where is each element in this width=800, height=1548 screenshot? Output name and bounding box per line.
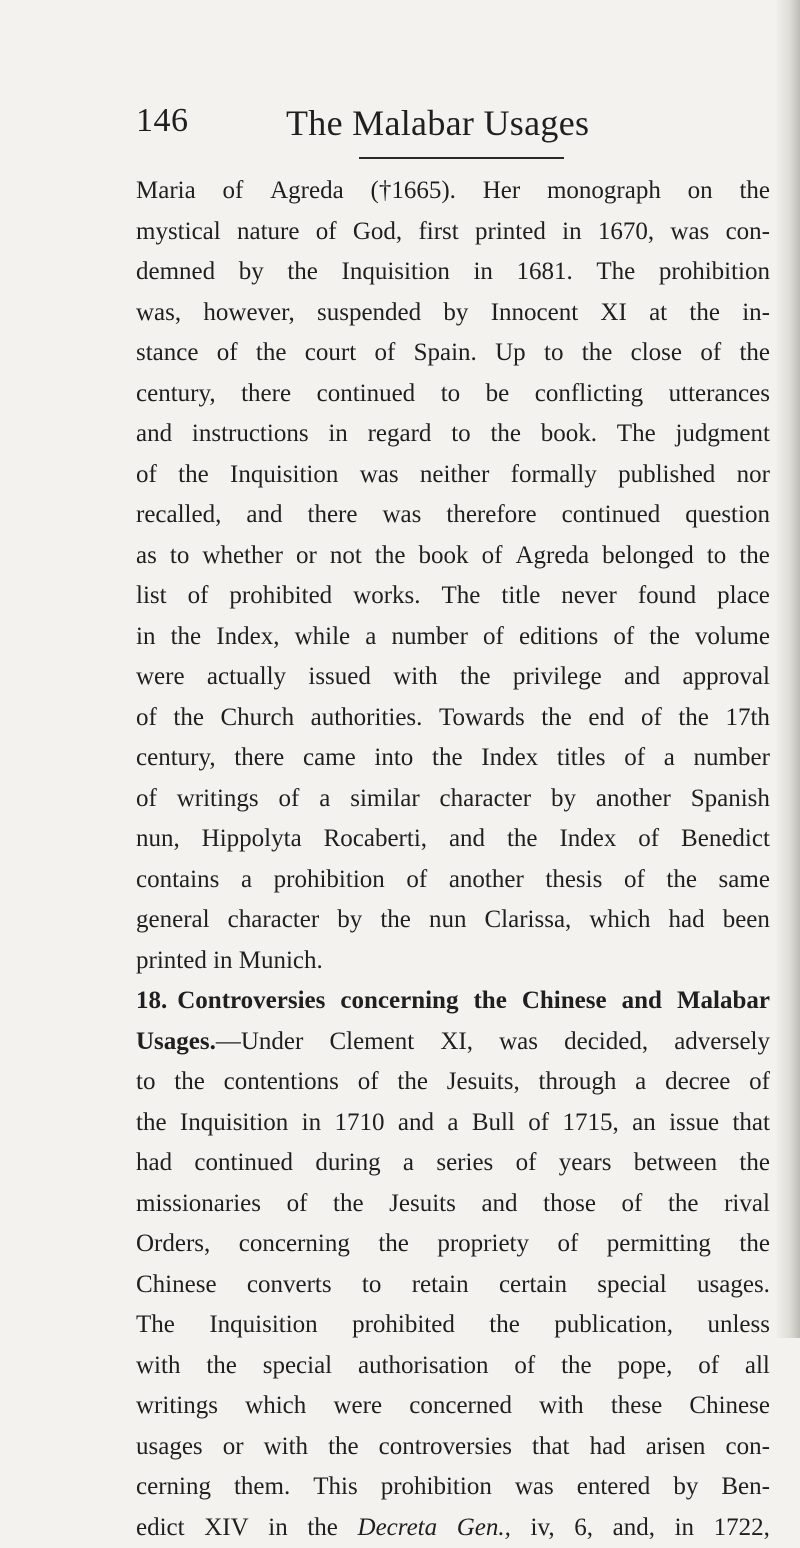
text-line: The Inquisition prohibited the publication, unless [136, 1305, 770, 1346]
text-line: to the contentions of the Jesuits, through a decree of [136, 1062, 770, 1103]
running-head [136, 102, 696, 146]
text-line: contains a prohibition of another thesis of the same [136, 860, 770, 901]
section-heading-line [136, 981, 770, 1022]
section-heading-continued: Usages.—Under Clement XI, was decided, adversely [136, 1022, 770, 1063]
text-line: century, there came into the Index titles of a number [136, 738, 770, 779]
text-line: Chinese converts to retain certain special usages. [136, 1265, 770, 1306]
text-line: were actually issued with the privilege and approval [136, 657, 770, 698]
text-line: Orders, concerning the propriety of permitting the [136, 1224, 770, 1265]
text-line: nun, Hippolyta Rocaberti, and the Index of Benedict [136, 819, 770, 860]
header-rule [359, 157, 564, 159]
text-line: in the Index, while a number of editions of the volume [136, 617, 770, 658]
running-title: The Malabar Usages [286, 102, 589, 144]
text-line: mystical nature of God, first printed in 1670, was con- [136, 212, 770, 253]
text-line: was, however, suspended by Innocent XI at the in- [136, 293, 770, 334]
page-number: 146 [136, 102, 189, 140]
text-line: recalled, and there was therefore continued question [136, 495, 770, 536]
text-line: missionaries of the Jesuits and those of the rival [136, 1184, 770, 1225]
text-line: printed in Munich. [136, 941, 770, 982]
text-line: writings which were concerned with these Chinese [136, 1386, 770, 1427]
text-line: had continued during a series of years between the [136, 1143, 770, 1184]
text-line: century, there continued to be conflicting utterances [136, 374, 770, 415]
text-line: and instructions in regard to the book. The judgment [136, 414, 770, 455]
text-line: usages or with the controversies that had arisen con- [136, 1427, 770, 1468]
text-line: cerning them. This prohibition was entered by Ben- [136, 1467, 770, 1508]
section-heading: Controversies concerning the Chinese and Malabar [177, 981, 770, 1022]
text-line: with the special authorisation of the pope, of all [136, 1346, 770, 1387]
text-line: list of prohibited works. The title never found place [136, 576, 770, 617]
text-line: demned by the Inquisition in 1681. The prohibition [136, 252, 770, 293]
text-line: of the Inquisition was neither formally published nor [136, 455, 770, 496]
text-line: stance of the court of Spain. Up to the close of the [136, 333, 770, 374]
text-line: the Inquisition in 1710 and a Bull of 1715, an issue that [136, 1103, 770, 1144]
section-heading-line-2 [136, 1022, 770, 1063]
body-text [136, 171, 770, 1548]
section-number: 18. [136, 981, 167, 1022]
text-line: of the Church authorities. Towards the end of the 17th [136, 698, 770, 739]
text-line: Maria of Agreda (†1665). Her monograph on the [136, 171, 770, 212]
text-line-final: edict XIV in the Decreta Gen., iv, 6, and, in 1722, [136, 1508, 770, 1548]
text-line: general character by the nun Clarissa, which had been [136, 900, 770, 941]
text-line: of writings of a similar character by another Spanish [136, 779, 770, 820]
text-line: as to whether or not the book of Agreda belonged to the [136, 536, 770, 577]
